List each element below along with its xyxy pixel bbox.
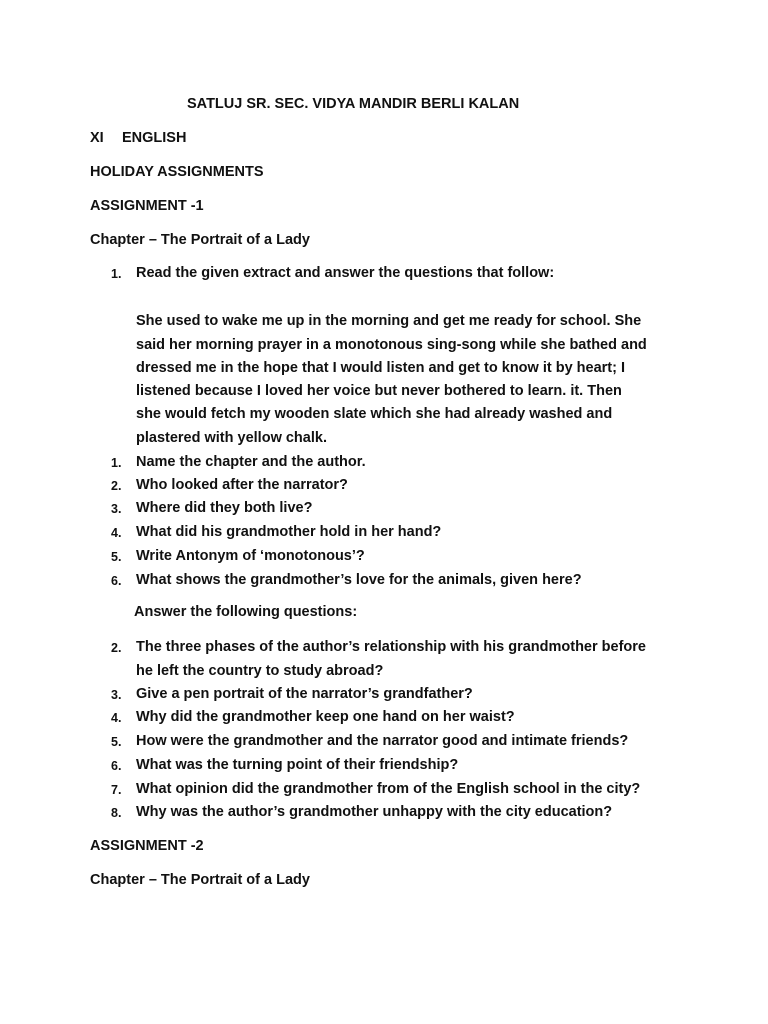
- question-text: Give a pen portrait of the narrator’s grandfather?: [136, 686, 473, 702]
- question-number: 2.: [111, 641, 122, 655]
- question-number: 1.: [111, 456, 122, 470]
- question-number: 8.: [111, 806, 122, 820]
- assignment-1-title: ASSIGNMENT -1: [90, 198, 204, 214]
- question-text: The three phases of the author’s relationship with his grandmother before: [136, 639, 646, 655]
- question-text-continued: he left the country to study abroad?: [136, 663, 384, 679]
- extract-line: listened because I loved her voice but never bothered to learn. it. Then: [136, 383, 622, 399]
- question-number: 3.: [111, 502, 122, 516]
- question-text: Why did the grandmother keep one hand on her waist?: [136, 709, 515, 725]
- question-text: Who looked after the narrator?: [136, 477, 348, 493]
- question-number: 5.: [111, 550, 122, 564]
- page-heading: HOLIDAY ASSIGNMENTS: [90, 164, 264, 180]
- instruction-number: 1.: [111, 267, 122, 281]
- question-number: 6.: [111, 574, 122, 588]
- assignment-1-chapter: Chapter – The Portrait of a Lady: [90, 232, 310, 248]
- question-text: How were the grandmother and the narrator good and intimate friends?: [136, 733, 629, 749]
- question-text: What shows the grandmother’s love for the animals, given here?: [136, 572, 582, 588]
- instruction-text: Read the given extract and answer the questions that follow:: [136, 265, 555, 281]
- school-name: SATLUJ SR. SEC. VIDYA MANDIR BERLI KALAN: [187, 96, 520, 112]
- extract-line: plastered with yellow chalk.: [136, 430, 327, 446]
- question-text: What was the turning point of their friendship?: [136, 757, 459, 773]
- question-text: What did his grandmother hold in her hand?: [136, 524, 442, 540]
- answer-heading: Answer the following questions:: [134, 604, 358, 620]
- class-label: XI: [90, 130, 104, 146]
- extract-line: dressed me in the hope that I would listen and get to know it by heart; I: [136, 360, 626, 376]
- question-number: 4.: [111, 711, 122, 725]
- extract-line: she would fetch my wooden slate which she had already washed and: [136, 406, 613, 422]
- question-text: Write Antonym of ‘monotonous’?: [136, 548, 365, 564]
- question-number: 4.: [111, 526, 122, 540]
- question-text: Name the chapter and the author.: [136, 454, 366, 470]
- subject-label: ENGLISH: [122, 130, 187, 146]
- question-number: 5.: [111, 735, 122, 749]
- question-number: 7.: [111, 783, 122, 797]
- question-text: What opinion did the grandmother from of the English school in the city?: [136, 781, 641, 797]
- question-number: 3.: [111, 688, 122, 702]
- assignment-2-title: ASSIGNMENT -2: [90, 838, 204, 854]
- question-text: Why was the author’s grandmother unhappy with the city education?: [136, 804, 613, 820]
- assignment-2-chapter: Chapter – The Portrait of a Lady: [90, 872, 310, 888]
- question-number: 2.: [111, 479, 122, 493]
- question-number: 6.: [111, 759, 122, 773]
- extract-line: said her morning prayer in a monotonous sing-song while she bathed and: [136, 337, 647, 353]
- extract-line: She used to wake me up in the morning and get me ready for school. She: [136, 313, 642, 329]
- question-text: Where did they both live?: [136, 500, 313, 516]
